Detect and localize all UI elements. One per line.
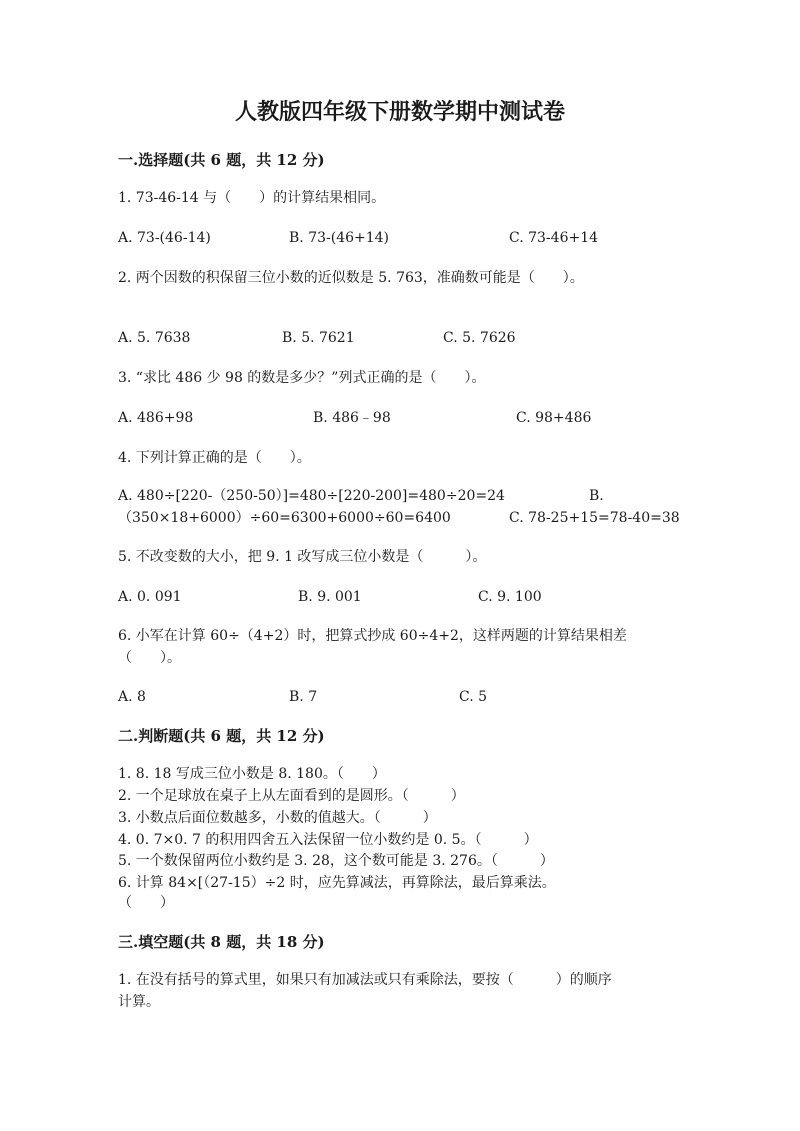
question-2-option-c: C. 5. 7626 [443,330,516,346]
judge-item-3: 3. 小数点后面位数越多，小数的值越大。（ ） [118,810,437,826]
fill-question-1-cont: 计算。 [118,994,160,1010]
question-6-text-cont: （ ）。 [118,650,181,666]
question-6-option-a: A. 8 [118,689,146,705]
question-2-text: 2. 两个因数的积保留三位小数的近似数是 5. 763，准确数可能是（ ）。 [118,270,584,286]
question-3-text: 3. “求比 486 少 98 的数是多少？”列式正确的是（ ）。 [118,370,486,386]
question-2-option-a: A. 5. 7638 [118,330,191,346]
fill-question-1: 1. 在没有括号的算式里，如果只有加减法或只有乘除法，要按（ ）的顺序 [118,972,612,988]
judge-item-4: 4. 0. 7×0. 7 的积用四舍五入法保留一位小数约是 0. 5。（ ） [118,832,538,848]
question-6-text: 6. 小军在计算 60÷（4+2）时，把算式抄成 60÷4+2，这样两题的计算结果相差 [118,628,627,644]
question-6-option-c: C. 5 [459,689,488,705]
question-4-option-b: （350×18+6000）÷60=6300+6000÷60=6400 [118,510,451,526]
question-5-text: 5. 不改变数的大小，把 9. 1 改写成三位小数是（ ）。 [118,549,487,565]
judge-item-6: 6. 计算 84×[（27-15）÷2 时，应先算减法，再算除法，最后算乘法。 [118,875,556,891]
question-1-text: 1. 73-46-14 与（ ）的计算结果相同。 [118,190,386,206]
section-heading-fill: 三.填空题(共 8 题，共 18 分) [118,933,325,951]
question-3-option-c: C. 98+486 [516,410,592,426]
question-3-option-a: A. 486+98 [118,410,194,426]
question-4-option-c: C. 78-25+15=78-40=38 [509,510,680,526]
question-5-option-b: B. 9. 001 [298,589,362,605]
page-title: 人教版四年级下册数学期中测试卷 [234,99,565,125]
section-heading-judge: 二.判断题(共 6 题，共 12 分) [118,727,325,745]
judge-item-6-cont: （ ） [118,895,174,911]
question-4-text: 4. 下列计算正确的是（ ）。 [118,450,311,466]
question-2-option-b: B. 5. 7621 [282,330,355,346]
question-5-option-a: A. 0. 091 [118,589,182,605]
question-5-option-c: C. 9. 100 [478,589,542,605]
judge-item-5: 5. 一个数保留两位小数约是 3. 28，这个数可能是 3. 276。（ ） [118,853,554,869]
judge-item-2: 2. 一个足球放在桌子上从左面看到的是圆形。（ ） [118,788,465,804]
question-4-option-b-label: B. [589,488,604,504]
judge-item-1: 1. 8. 18 写成三位小数是 8. 180。（ ） [118,766,386,782]
question-1-option-a: A. 73-(46-14) [118,230,211,246]
question-4-option-a: A. 480÷[220-（250-50）]=480÷[220-200]=480÷20=24 [118,488,505,504]
question-1-option-c: C. 73-46+14 [509,230,599,246]
question-6-option-b: B. 7 [289,689,318,705]
question-1-option-b: B. 73-(46+14) [289,230,390,246]
section-heading-choice: 一.选择题(共 6 题，共 12 分) [118,151,325,169]
question-3-option-b: B. 486﹣98 [313,410,391,426]
